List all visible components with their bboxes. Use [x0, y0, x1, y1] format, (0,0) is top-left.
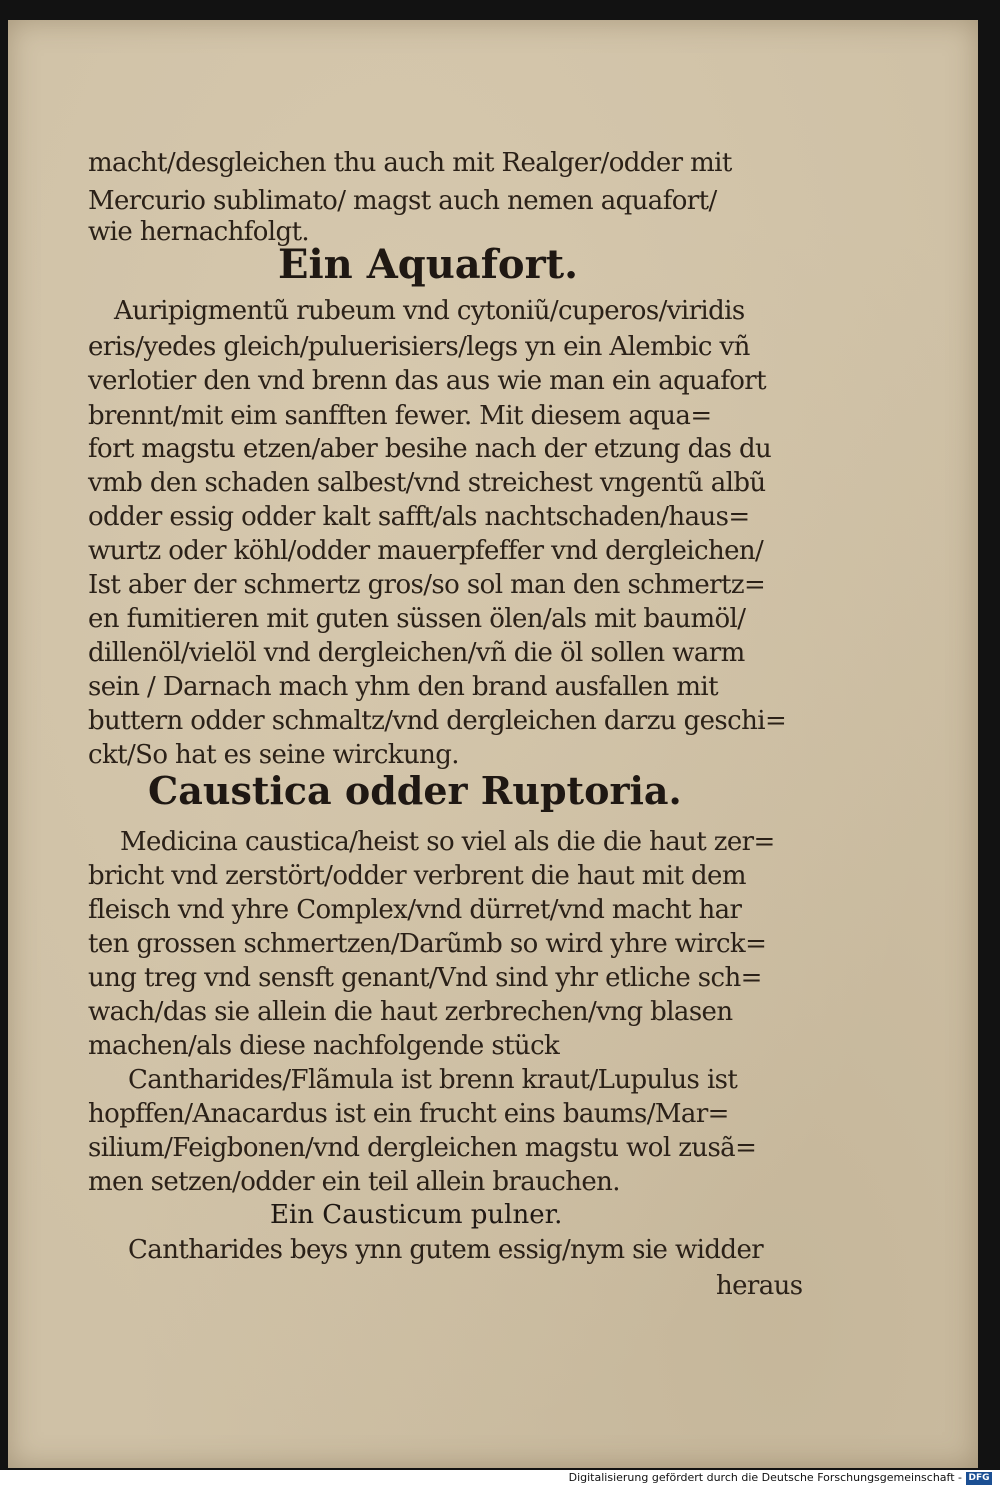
text-line: ckt/So hat es seine wirckung.: [88, 740, 459, 770]
text-line: fleisch vnd yhre Complex/vnd dürret/vnd macht har: [88, 895, 742, 925]
footer-credit: Digitalisierung gefördert durch die Deutsche Forschungsgemeinschaft -: [568, 1471, 962, 1484]
text-line: brennt/mit eim sanfften fewer. Mit diesem aqua=: [88, 401, 712, 431]
text-line: wie hernachfolgt.: [88, 217, 310, 247]
heading-aquafort: Ein Aquafort.: [278, 241, 579, 288]
text-line: wach/das sie allein die haut zerbrechen/vng blasen: [88, 997, 733, 1027]
text-line: verlotier den vnd brenn das aus wie man ein aquafort: [88, 366, 766, 396]
text-line: Medicina caustica/heist so viel als die die haut zer=: [120, 827, 775, 857]
dfg-logo: DFG: [966, 1472, 992, 1485]
text-line: silium/Feigbonen/vnd dergleichen magstu wol zusã=: [88, 1133, 757, 1163]
text-line: ten grossen schmertzen/Darũmb so wird yhre wirck=: [88, 929, 767, 959]
footer-bar: [0, 1470, 1000, 1488]
text-line: Mercurio sublimato/ magst auch nemen aquafort/: [88, 186, 717, 216]
text-line: Cantharides/Flãmula ist brenn kraut/Lupulus ist: [128, 1065, 738, 1095]
text-line: Ist aber der schmertz gros/so sol man den schmertz=: [88, 570, 766, 600]
text-line: macht/desgleichen thu auch mit Realger/odder mit: [88, 148, 732, 178]
book-page: [8, 20, 978, 1468]
text-line: heraus: [716, 1271, 803, 1301]
text-line: bricht vnd zerstört/odder verbrent die haut mit dem: [88, 861, 746, 891]
text-line: wurtz oder köhl/odder mauerpfeffer vnd dergleichen/: [88, 536, 764, 566]
text-line: vmb den schaden salbest/vnd streichest vngentũ albũ: [88, 468, 766, 498]
text-line: sein / Darnach mach yhm den brand ausfallen mit: [88, 672, 718, 702]
text-line: Cantharides beys ynn gutem essig/nym sie widder: [128, 1235, 764, 1265]
page-text: [8, 20, 978, 1468]
text-line: ung treg vnd sensft genant/Vnd sind yhr etliche sch=: [88, 963, 762, 993]
text-line: Auripigmentũ rubeum vnd cytoniũ/cuperos/viridis: [114, 296, 745, 326]
heading-caustica: Caustica odder Ruptoria.: [148, 768, 682, 813]
text-line: buttern odder schmaltz/vnd dergleichen darzu geschi=: [88, 706, 787, 736]
text-line: eris/yedes gleich/puluerisiers/legs yn ein Alembic vñ: [88, 332, 750, 362]
heading-causticum: Ein Causticum pulner.: [270, 1200, 563, 1230]
text-line: fort magstu etzen/aber besihe nach der etzung das du: [88, 434, 772, 464]
text-line: hopffen/Anacardus ist ein frucht eins baums/Mar=: [88, 1099, 729, 1129]
text-line: machen/als diese nachfolgende stück: [88, 1031, 560, 1061]
text-line: dillenöl/vielöl vnd dergleichen/vñ die öl sollen warm: [88, 638, 745, 668]
text-line: en fumitieren mit guten süssen ölen/als mit baumöl/: [88, 604, 746, 634]
text-line: men setzen/odder ein teil allein brauchen.: [88, 1167, 620, 1197]
text-line: odder essig odder kalt safft/als nachtschaden/haus=: [88, 502, 750, 532]
